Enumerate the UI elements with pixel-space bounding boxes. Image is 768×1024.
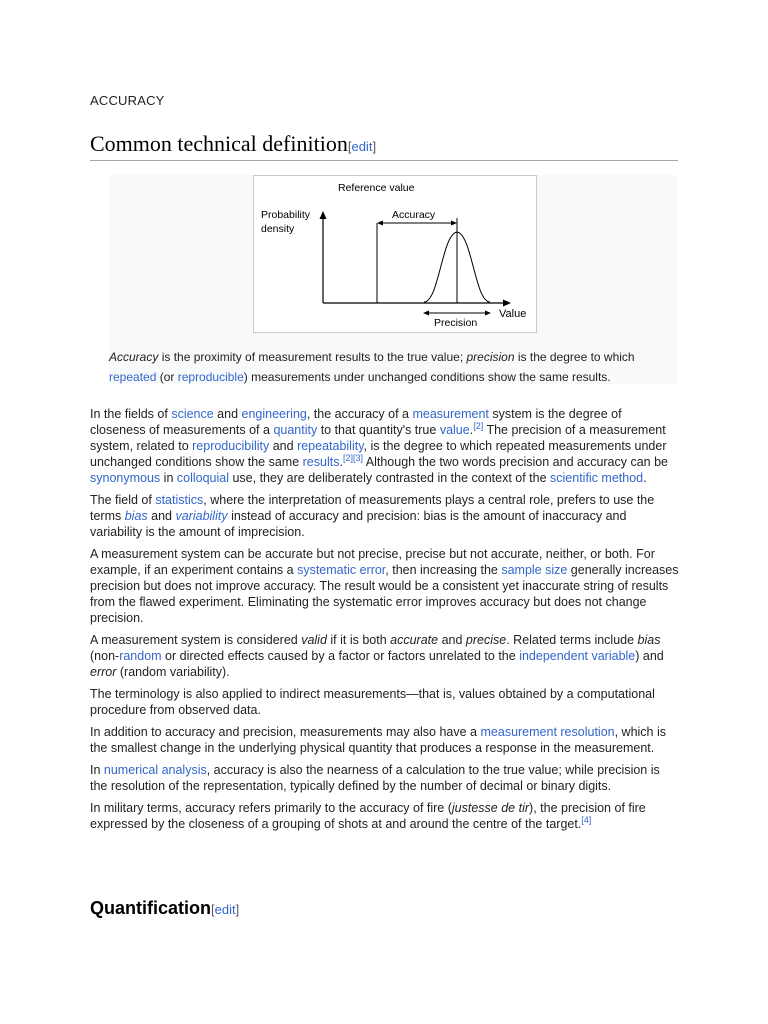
link-random[interactable]: random (119, 649, 162, 663)
edit-section-link[interactable]: [edit] (347, 139, 377, 154)
density-label: density (261, 223, 295, 235)
article-body (90, 406, 680, 838)
link-repeatability[interactable]: repeatability (297, 439, 364, 453)
section-title: Common technical definition (90, 131, 348, 156)
link-results[interactable]: results (302, 455, 340, 469)
section-heading-quantification (90, 898, 239, 919)
citation-4[interactable]: [4] (581, 814, 592, 825)
paragraph-2: The field of statistics, where the interpretation of measurements plays a central role, prefers to use the terms bias and variability instead of accuracy and precision: bias is the amount of inaccuracy and variability is the amount of imprecision. (90, 493, 655, 539)
link-colloquial[interactable]: colloquial (176, 471, 229, 485)
paragraph-3: A measurement system can be accurate but not precise, precise but not accurate, neither, or both. For example, if an experiment contains a systematic error, then increasing the sample size generally increases precision but does not improve accuracy. The result would be a consistent yet inaccurate string of results from the flawed experiment. Eliminating the systematic error improves accuracy but does not change precision. (90, 547, 679, 625)
link-independent-variable[interactable]: independent variable (519, 649, 636, 663)
link-value[interactable]: value (439, 423, 470, 437)
link-engineering[interactable]: engineering (241, 407, 307, 421)
link-statistics[interactable]: statistics (155, 493, 204, 507)
figure-caption: Accuracy is the proximity of measurement results to the true value; precision is the degree to which repeated (or reproducible) measurements under unchanged conditions show the same results. (109, 350, 635, 384)
link-quantity[interactable]: quantity (273, 423, 318, 437)
link-reproducible[interactable]: reproducible (177, 370, 244, 384)
paragraph-6: In addition to accuracy and precision, measurements may also have a measurement resolution, which is the smallest change in the underlying physical quantity that produces a response in the measurement. (90, 725, 667, 755)
link-numerical-analysis[interactable]: numerical analysis (103, 763, 207, 777)
citation-2-3[interactable]: [2][3] (342, 452, 363, 463)
page-label: ACCURACY (90, 93, 165, 108)
x-axis-arrow (503, 300, 511, 307)
probability-label: Probability (261, 209, 311, 221)
precision-label: Precision (434, 317, 478, 329)
link-reproducibility[interactable]: reproducibility (192, 439, 270, 453)
accuracy-precision-figure (109, 175, 677, 384)
link-measurement[interactable]: measurement (412, 407, 489, 421)
link-sample-size[interactable]: sample size (501, 563, 568, 577)
value-label: Value (499, 308, 527, 320)
citation-2[interactable]: [2] (473, 420, 484, 431)
edit-section-link-quantification[interactable]: [edit] (211, 902, 240, 917)
paragraph-5: The terminology is also applied to indirect measurements—that is, values obtained by a computational procedure from observed data. (90, 687, 655, 717)
section-title-quantification: Quantification (90, 898, 211, 918)
link-measurement-resolution[interactable]: measurement resolution (480, 725, 615, 739)
link-systematic-error[interactable]: systematic error (297, 563, 386, 577)
link-repeated[interactable]: repeated (109, 370, 157, 384)
paragraph-4: A measurement system is considered valid if it is both accurate and precise. Related terms include bias (non-random or directed effects caused by a factor or factors unrelated to the independent variable) and error (random variability). (90, 633, 664, 679)
reference-value-label: Reference value (338, 182, 415, 194)
accuracy-precision-diagram (253, 175, 537, 333)
link-scientific-method[interactable]: scientific method (550, 471, 644, 485)
link-science[interactable]: science (171, 407, 214, 421)
paragraph-8: In military terms, accuracy refers primarily to the accuracy of fire (justesse de tir), the precision of fire expressed by the closeness of a grouping of shots at and around the centre of the target.[4] (90, 801, 646, 831)
link-synonymous[interactable]: synonymous (90, 471, 161, 485)
link-variability[interactable]: variability (175, 509, 228, 523)
section-heading-common-technical-definition (90, 131, 678, 161)
y-axis-arrow (320, 211, 327, 219)
accuracy-label: Accuracy (392, 209, 436, 221)
paragraph-1: In the fields of science and engineering, the accuracy of a measurement system is the degree of closeness of measurements of a quantity to that quantity's true value.[2] The precision of a measurement system, related to reproducibility and repeatability, is the degree to which repeated measurements under unchanged conditions show the same results.[2][3] Although the two words precision and accuracy can be synonymous in colloquial use, they are deliberately contrasted in the context of the scientific method. (90, 407, 669, 485)
diagram-svg (254, 176, 536, 332)
paragraph-7: In numerical analysis, accuracy is also the nearness of a calculation to the true value; while precision is the resolution of the representation, typically defined by the number of decimal or binary digits. (90, 763, 660, 793)
link-bias[interactable]: bias (124, 509, 148, 523)
